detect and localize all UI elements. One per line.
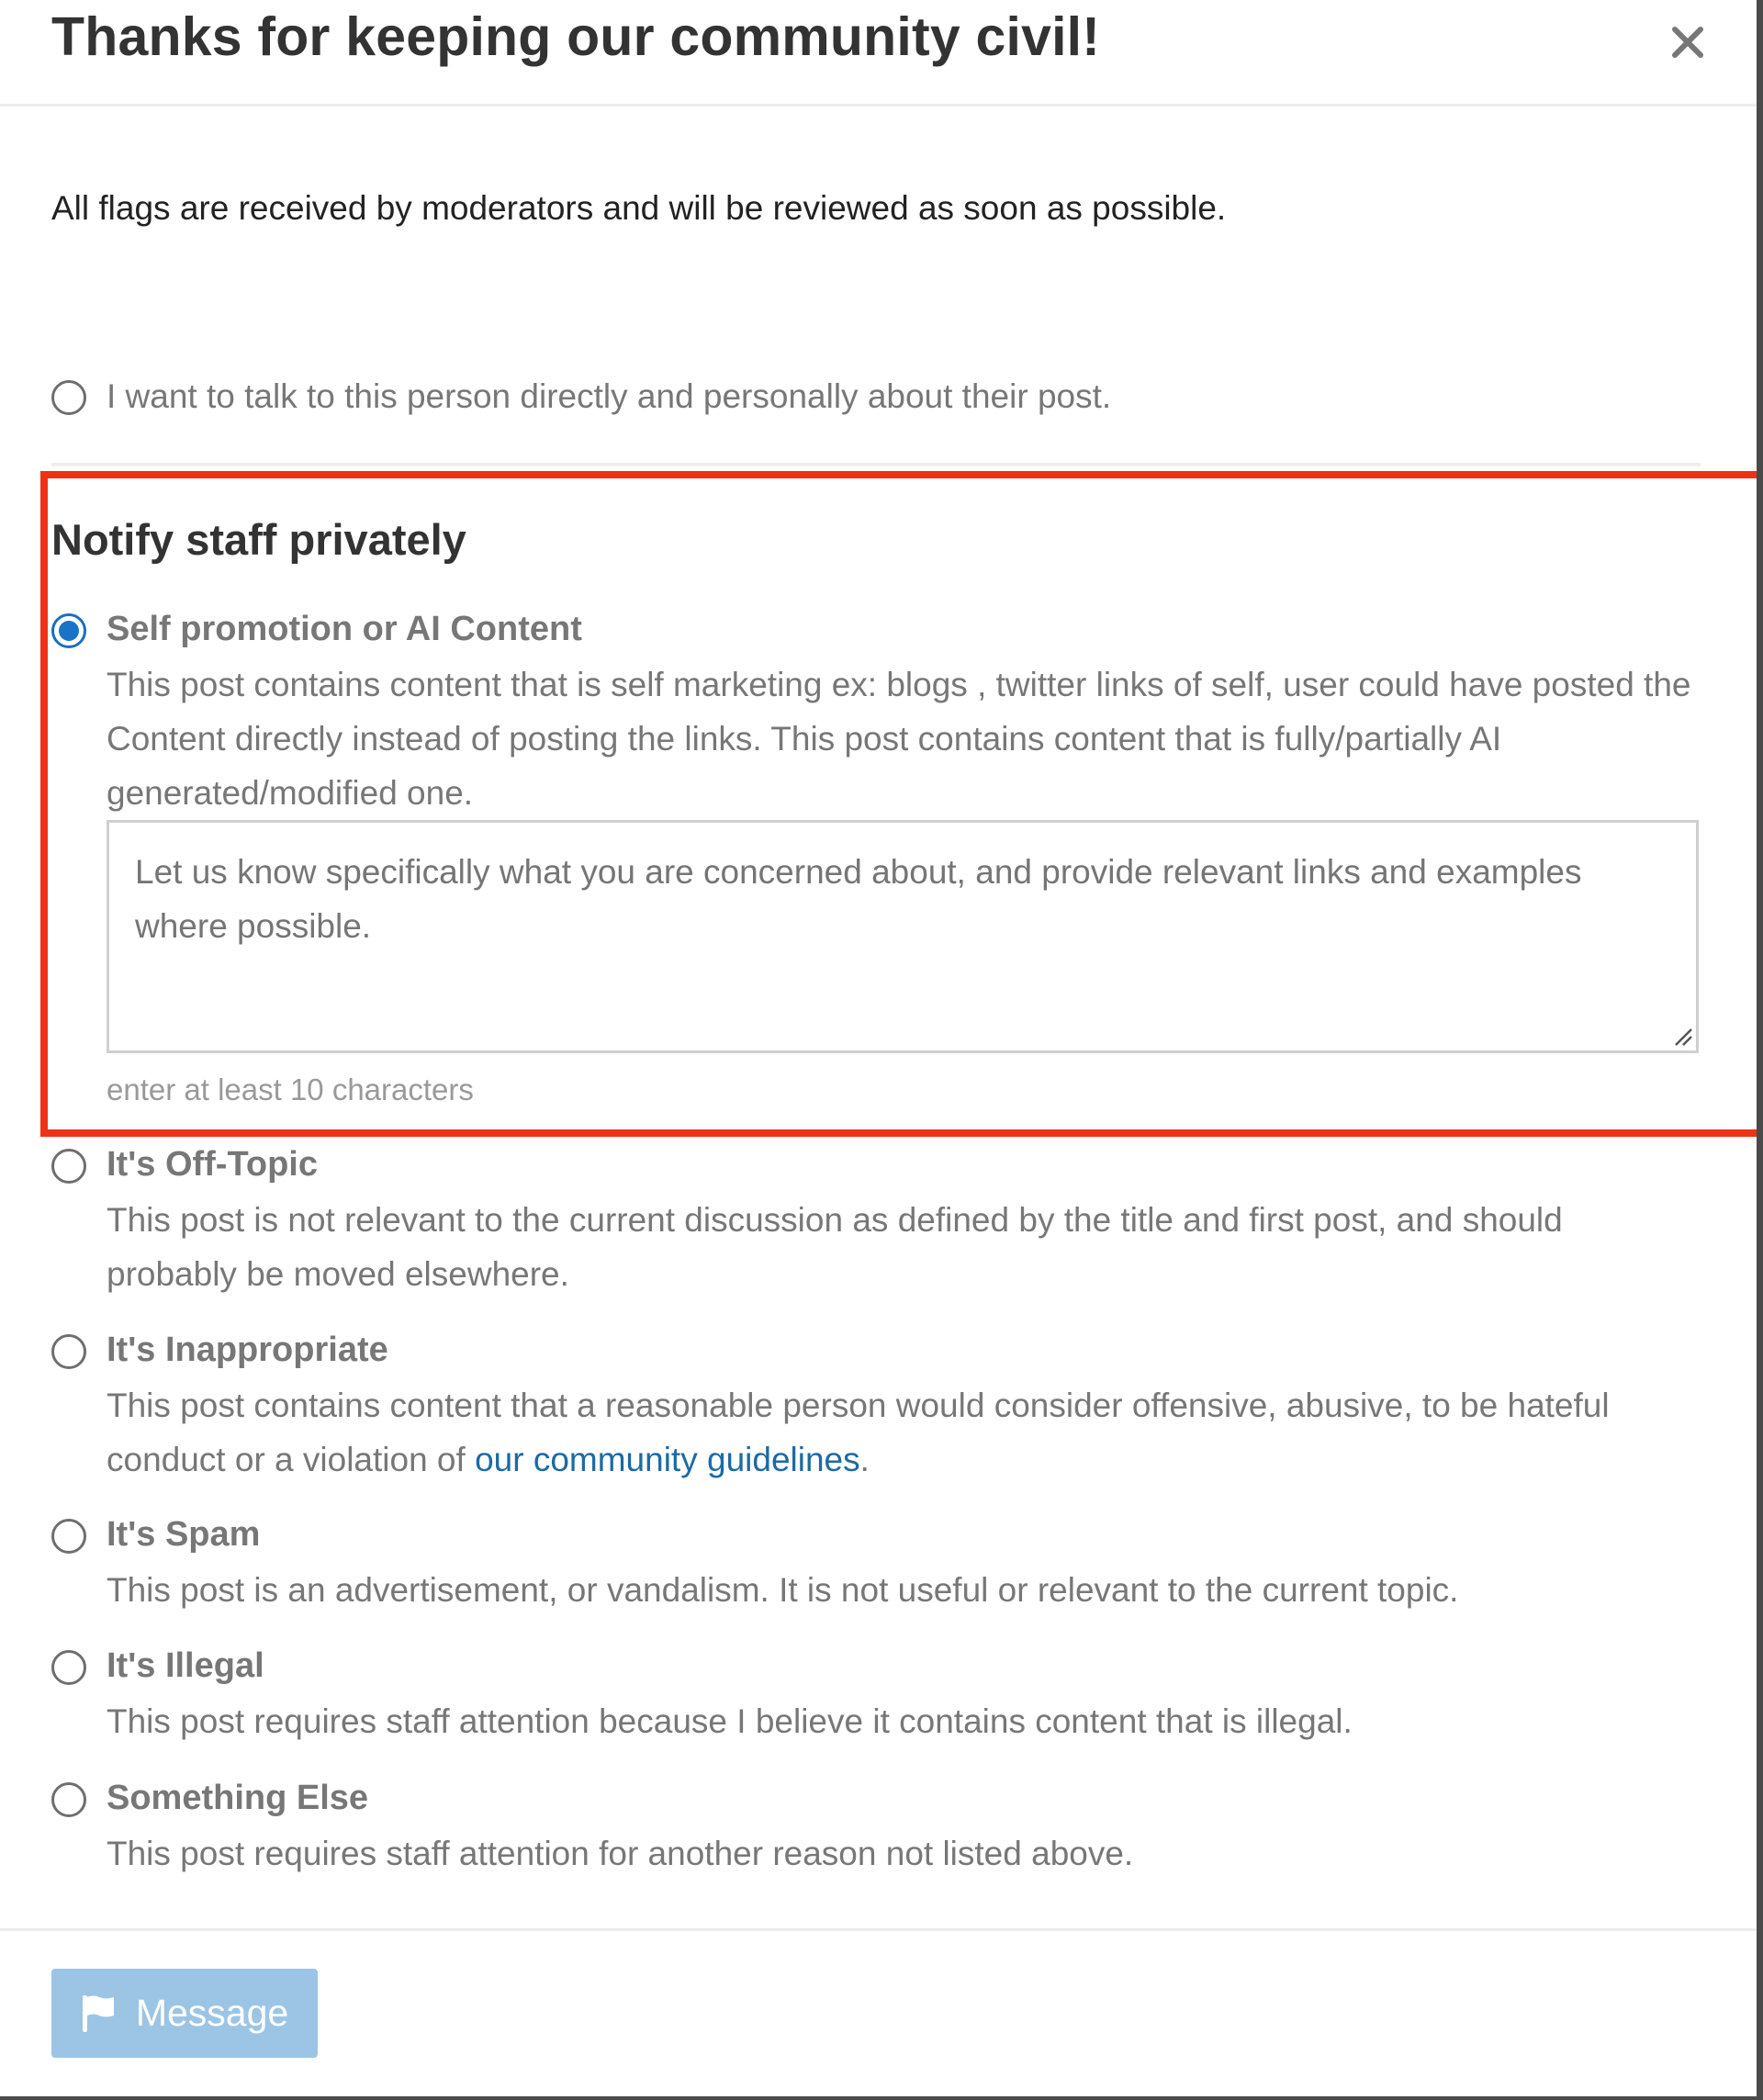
option-self-promotion-description: This post contains content that is self marketing ex: blogs , twitter links of self, user could have posted the Content directly instead of posting the links. This post contains content that is fully/partially AI generated/modified one. (107, 666, 1691, 812)
window-edge-bottom (0, 2096, 1763, 2100)
radio-inappropriate[interactable] (51, 1334, 86, 1369)
resize-grip-icon[interactable] (1673, 1027, 1693, 1047)
radio-spam[interactable] (51, 1519, 86, 1554)
option-something-else-description: This post requires staff attention for another reason not listed above. (107, 1835, 1134, 1872)
inappropriate-description-end: . (859, 1441, 870, 1478)
radio-talk-directly[interactable] (51, 380, 86, 415)
footer-divider (0, 1928, 1757, 1931)
option-inappropriate-description (107, 1378, 1713, 1487)
close-icon (1664, 18, 1712, 66)
option-illegal-label[interactable]: It's Illegal (107, 1646, 264, 1685)
radio-self-promotion[interactable] (51, 613, 86, 648)
character-hint: enter at least 10 characters (107, 1072, 474, 1106)
radio-illegal[interactable] (51, 1650, 86, 1685)
option-something-else-label[interactable]: Something Else (107, 1779, 369, 1817)
intro-text: All flags are received by moderators and will be reviewed as soon as possible. (51, 189, 1227, 227)
notify-staff-heading: Notify staff privately (51, 515, 466, 564)
option-spam-description: This post is an advertisement, or vandalism. It is not useful or relevant to the current topic. (107, 1571, 1459, 1609)
option-inappropriate-label[interactable]: It's Inappropriate (107, 1331, 388, 1369)
option-off-topic-description: This post is not relevant to the current discussion as defined by the title and first post, and should probably be moved elsewhere. (107, 1201, 1563, 1293)
radio-something-else[interactable] (51, 1782, 86, 1817)
option-spam-label[interactable]: It's Spam (107, 1515, 261, 1554)
option-talk-directly-label[interactable]: I want to talk to this person directly and personally about their post. (107, 377, 1112, 415)
close-button[interactable] (1664, 18, 1712, 66)
flag-icon (81, 1993, 118, 2034)
option-self-promotion-label[interactable]: Self promotion or AI Content (107, 610, 582, 648)
section-divider (51, 463, 1701, 466)
window-edge-right (1757, 0, 1763, 2100)
header-divider (0, 104, 1757, 107)
details-textarea[interactable] (107, 820, 1699, 1053)
option-off-topic-label[interactable]: It's Off-Topic (107, 1145, 318, 1184)
option-illegal-description: This post requires staff attention because I believe it contains content that is illegal. (107, 1702, 1353, 1740)
community-guidelines-link[interactable]: our community guidelines (475, 1441, 860, 1478)
message-button[interactable] (51, 1969, 318, 2058)
message-button-label: Message (135, 1992, 289, 2034)
radio-off-topic[interactable] (51, 1149, 86, 1184)
inappropriate-description-text: This post contains content that a reasonable person would consider offensive, abusive, to be hateful conduct or a violation of (107, 1387, 1610, 1478)
modal-title: Thanks for keeping our community civil! (51, 6, 1101, 67)
